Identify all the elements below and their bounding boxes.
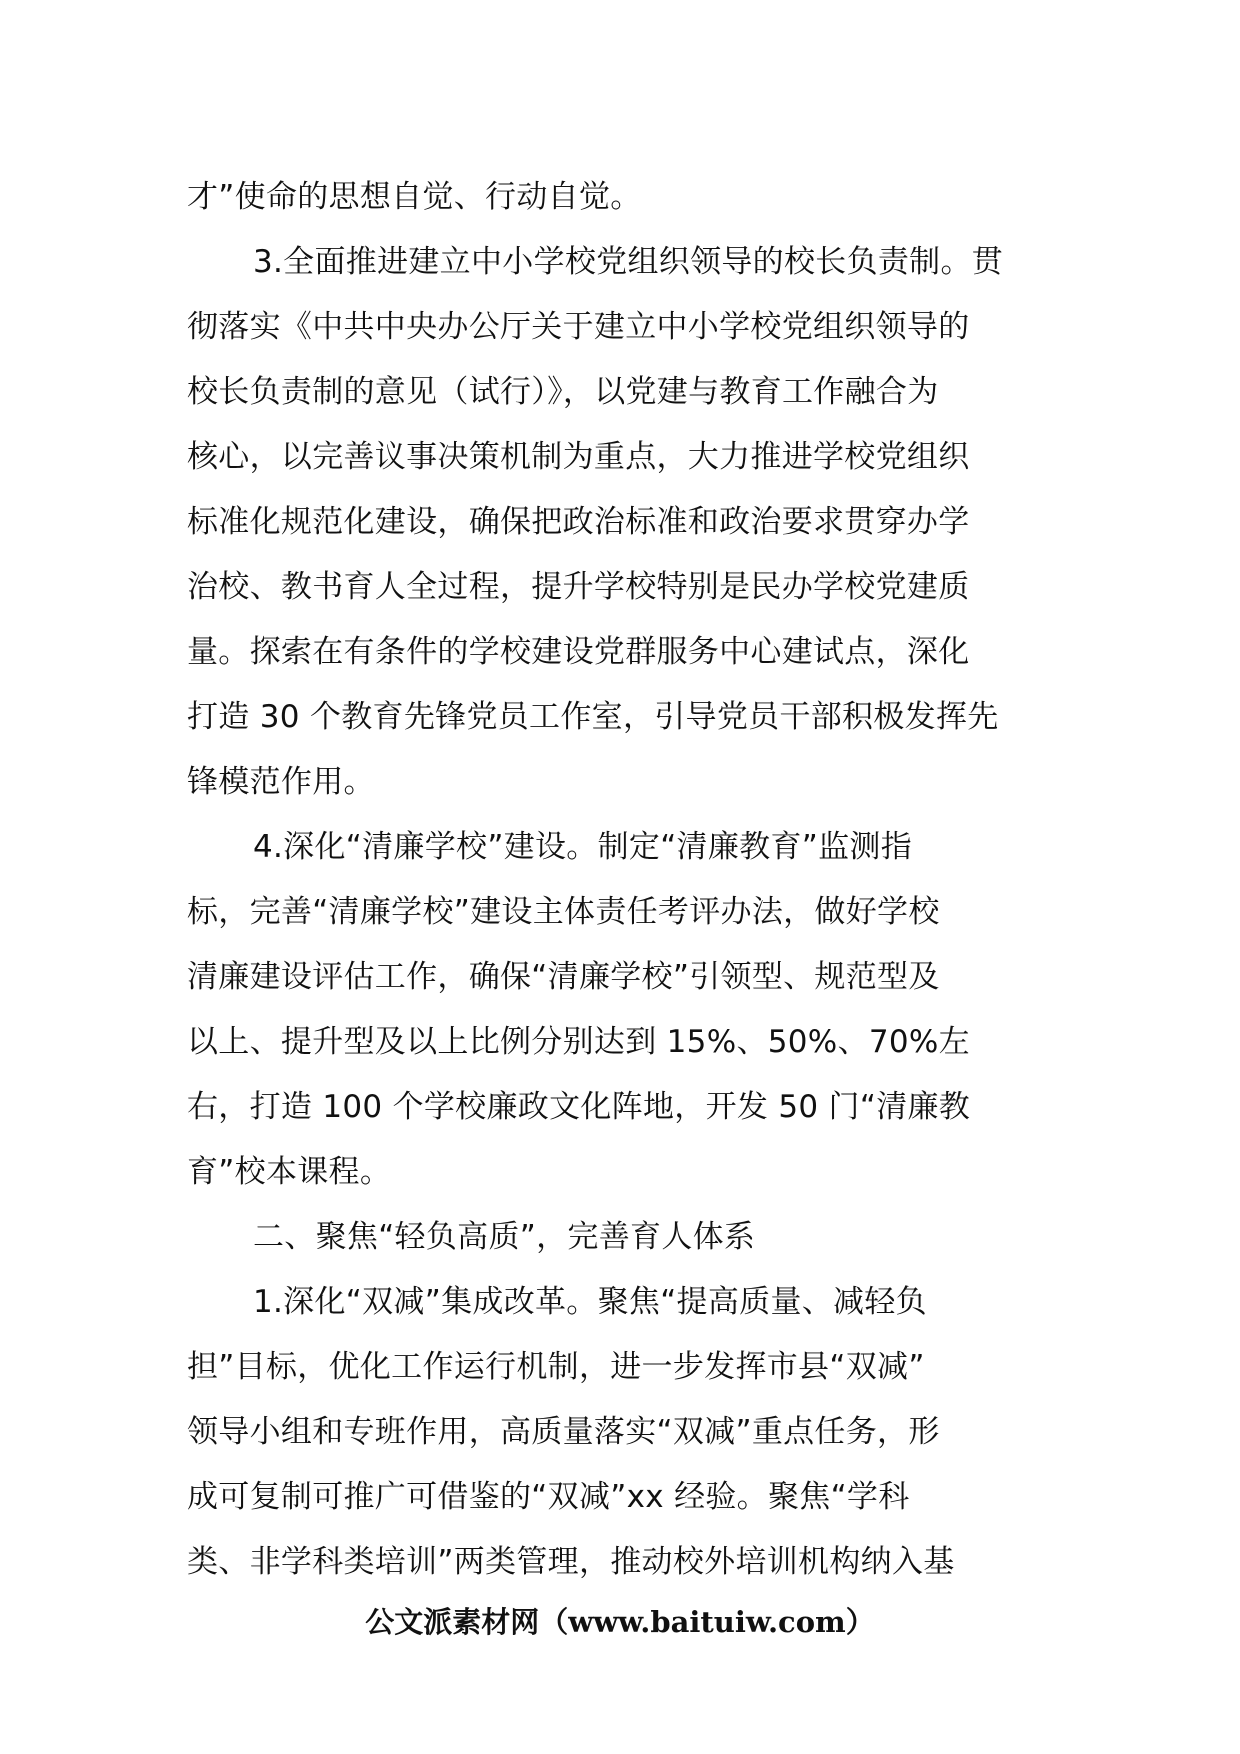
text-line: 1.深化“双减”集成改革。聚焦“提高质量、减轻负 — [253, 1284, 927, 1320]
text-line: 右，打造 100 个学校廉政文化阵地，开发 50 门“清廉教 — [187, 1089, 971, 1125]
text-line: 二、聚焦“轻负高质”，完善育人体系 — [253, 1219, 756, 1255]
text-line: 类、非学科类培训”两类管理，推动校外培训机构纳入基 — [187, 1544, 955, 1580]
text-line: 育”校本课程。 — [187, 1154, 392, 1190]
text-line: 清廉建设评估工作，确保“清廉学校”引领型、规范型及 — [187, 959, 940, 995]
text-line: 锋模范作用。 — [187, 764, 375, 800]
text-line: 彻落实《中共中央办公厅关于建立中小学校党组织领导的 — [187, 309, 970, 345]
document-body — [187, 165, 1053, 1595]
text-line: 以上、提升型及以上比例分别达到 15%、50%、70%左 — [187, 1024, 970, 1060]
text-line: 核心，以完善议事决策机制为重点，大力推进学校党组织 — [187, 439, 970, 475]
text-line: 3.全面推进建立中小学校党组织领导的校长负责制。贯 — [253, 244, 1004, 280]
text-line: 量。探索在有条件的学校建设党群服务中心建试点，深化 — [187, 634, 970, 670]
text-line: 成可复制可推广可借鉴的“双减”xx 经验。聚焦“学科 — [187, 1479, 910, 1515]
text-line: 标准化规范化建设，确保把政治标准和政治要求贯穿办学 — [187, 504, 970, 540]
text-line: 领导小组和专班作用，高质量落实“双减”重点任务，形 — [187, 1414, 940, 1450]
text-line: 才”使命的思想自觉、行动自觉。 — [187, 179, 642, 215]
text-line: 打造 30 个教育先锋党员工作室，引导党员干部积极发挥先 — [187, 699, 999, 735]
text-line: 4.深化“清廉学校”建设。制定“清廉教育”监测指 — [253, 829, 913, 865]
text-line: 治校、教书育人全过程，提升学校特别是民办学校党建质 — [187, 569, 970, 605]
text-line: 担”目标，优化工作运行机制，进一步发挥市县“双减” — [187, 1349, 925, 1385]
footer-watermark: 公文派素材网（www.baituiw.com） — [365, 1605, 875, 1639]
text-line: 校长负责制的意见（试行）》，以党建与教育工作融合为 — [187, 374, 939, 410]
text-line: 标，完善“清廉学校”建设主体责任考评办法，做好学校 — [187, 894, 940, 930]
